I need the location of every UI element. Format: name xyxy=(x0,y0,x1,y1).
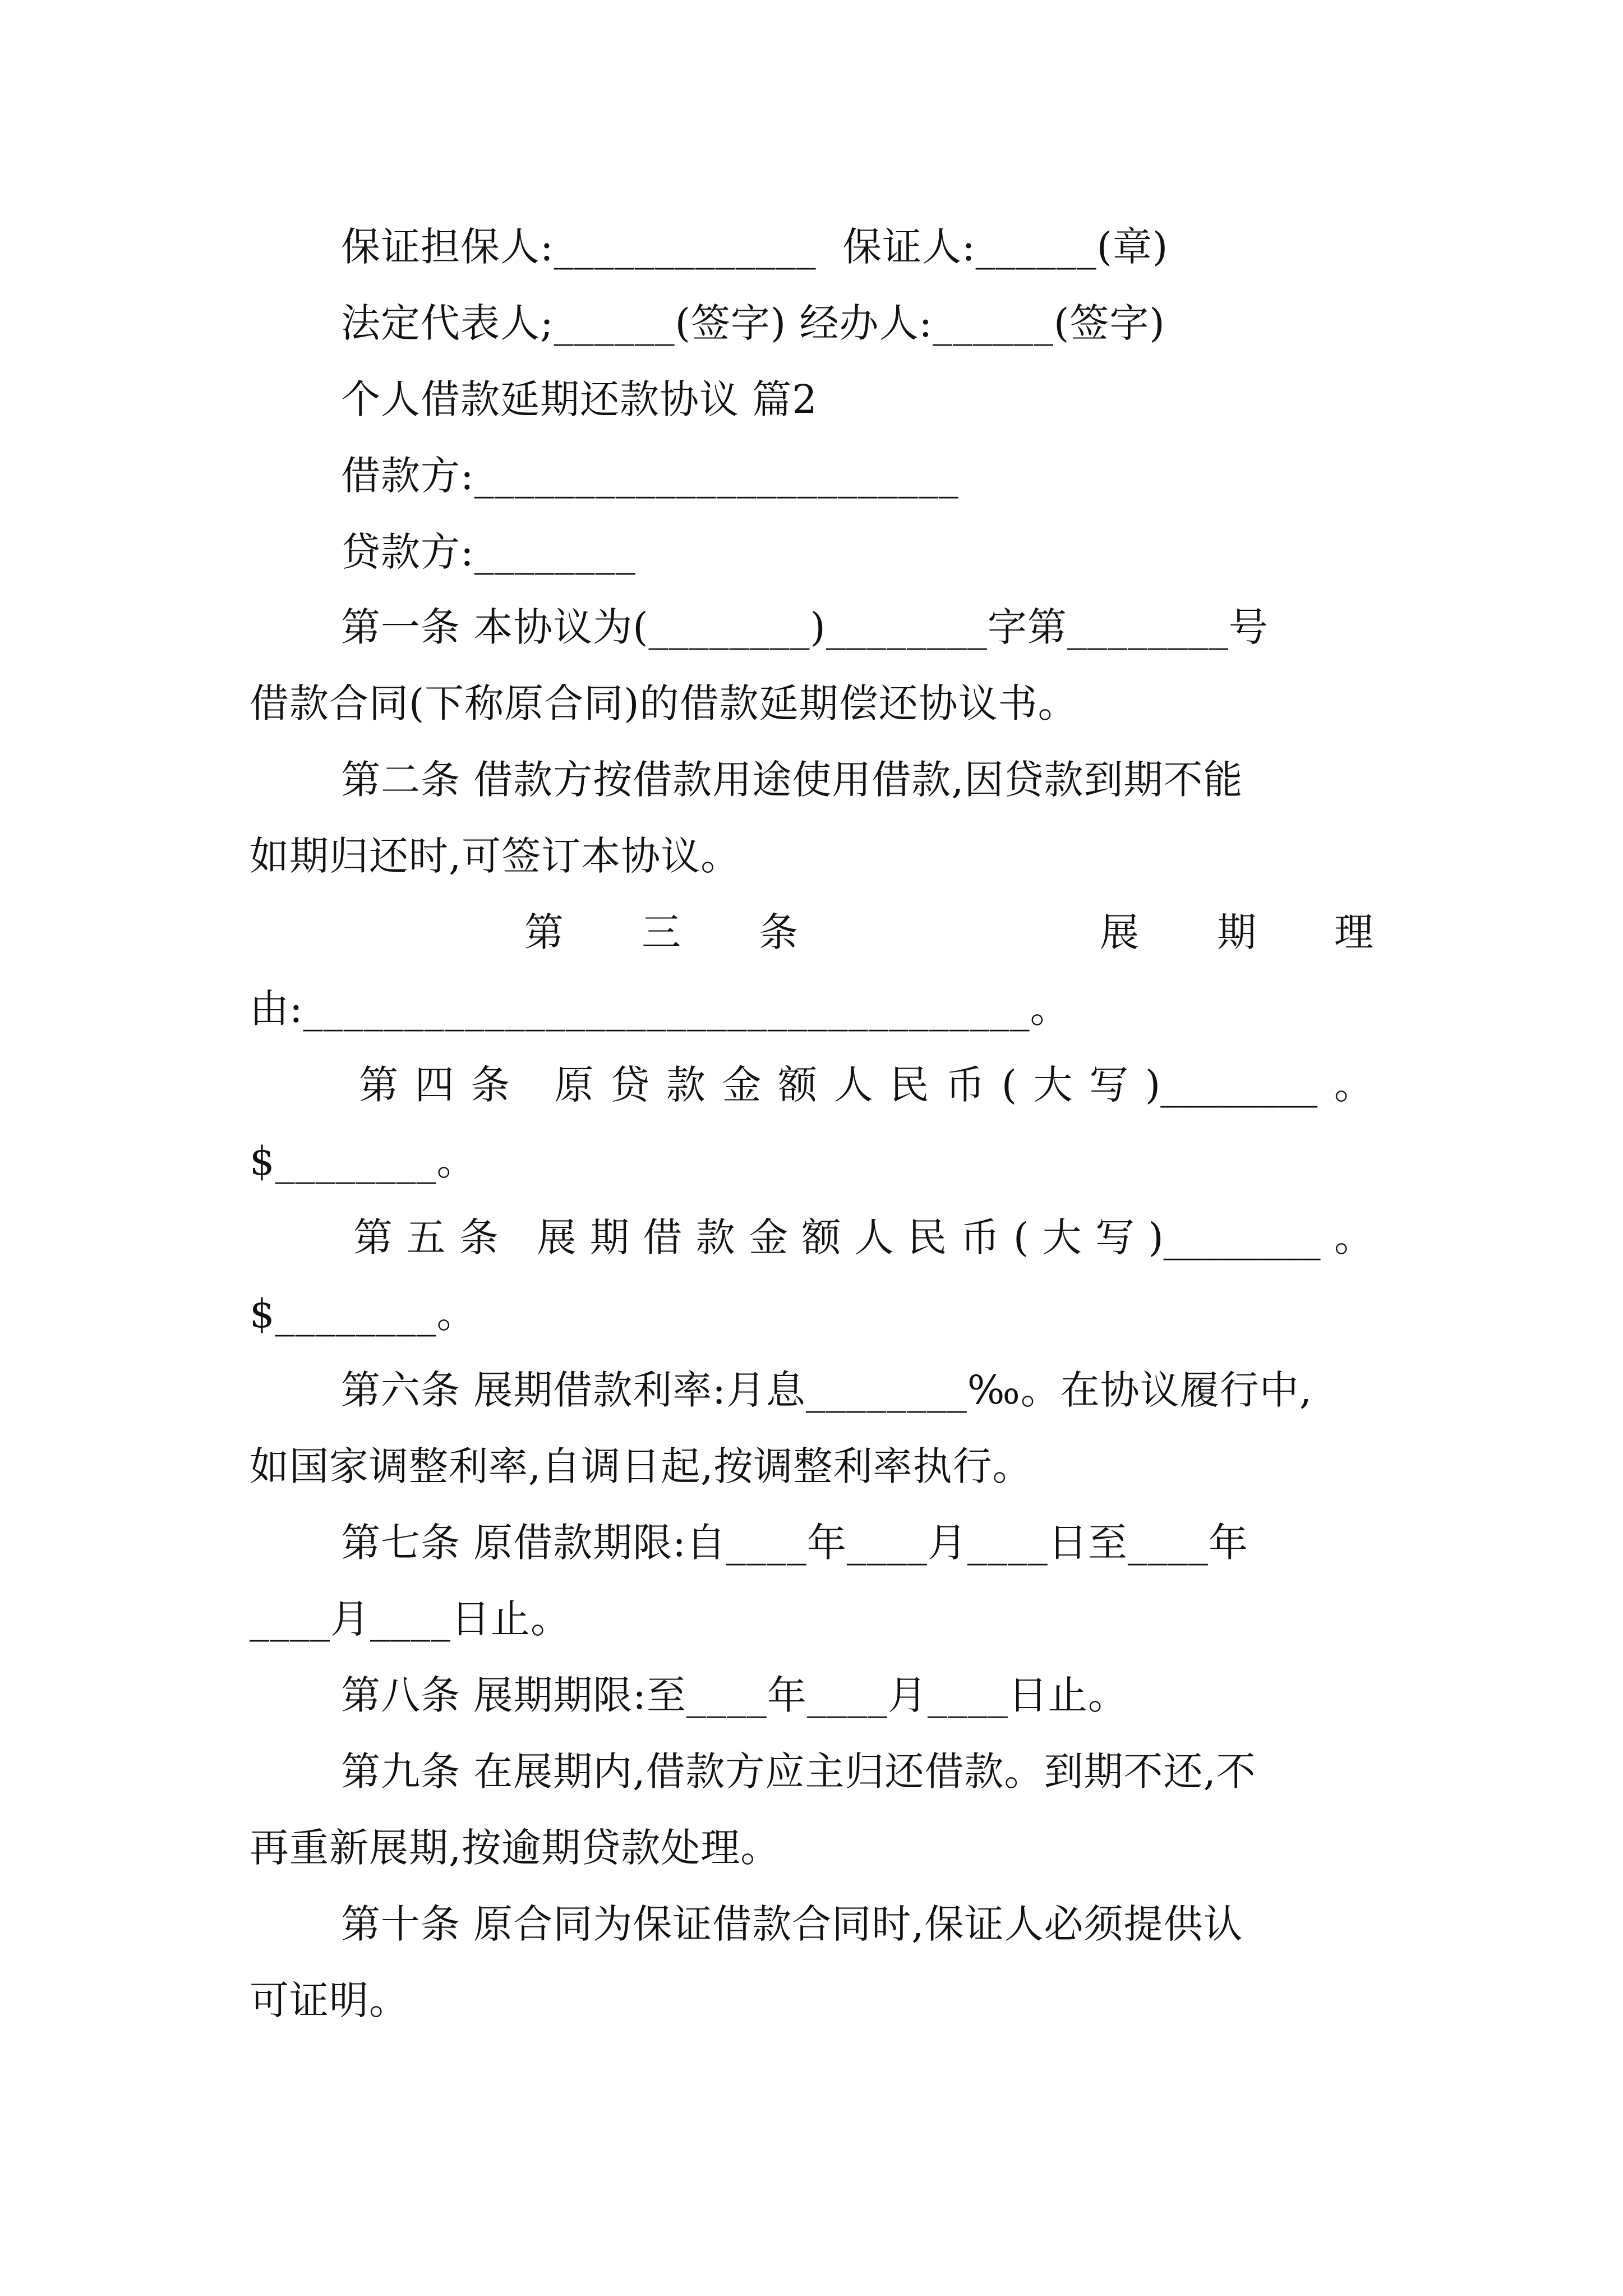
gap xyxy=(527,1057,538,1113)
article-8-line: 第八条 展期期限:至____年____月____日止。 xyxy=(341,1672,1128,1718)
justified-char: )________ xyxy=(1148,1214,1321,1260)
justified-char: 币 xyxy=(946,1062,985,1108)
justified-char: 大 xyxy=(1042,1214,1082,1260)
justified-char: 民 xyxy=(907,1214,947,1260)
justified-char: 期 xyxy=(1217,909,1256,955)
justified-char: 款 xyxy=(666,1062,706,1108)
justified-char: 金 xyxy=(722,1062,762,1108)
article-4-line-2: $________。 xyxy=(250,1138,477,1184)
gap xyxy=(876,904,1022,960)
justified-char: 展 xyxy=(1100,909,1139,955)
article-9-line-1: 第九条 在展期内,借款方应主归还借款。到期不还,不 xyxy=(341,1749,1256,1795)
article-7-line-2: ____月____日止。 xyxy=(250,1596,570,1642)
justified-char: 币 xyxy=(960,1214,1000,1260)
article-10-line-1: 第十条 原合同为保证借款合同时,保证人必须提供认 xyxy=(341,1901,1243,1947)
guarantor-signature-line: 保证担保人:_____________ 保证人:______(章) xyxy=(341,224,1169,270)
article-5-line-1 xyxy=(353,1209,1373,1266)
justified-char: 第 xyxy=(359,1062,398,1108)
justified-char: 原 xyxy=(554,1062,594,1108)
justified-char: 贷 xyxy=(610,1062,650,1108)
gap xyxy=(512,1209,523,1266)
justified-char: 三 xyxy=(642,909,681,955)
justified-char: 写 xyxy=(1089,1062,1129,1108)
justified-char: 理 xyxy=(1334,909,1373,955)
article-3-line-1 xyxy=(524,904,1373,960)
justified-char: 额 xyxy=(801,1214,841,1260)
justified-char: 条 xyxy=(471,1062,510,1108)
justified-char: 。 xyxy=(1334,1214,1373,1260)
justified-char: 第 xyxy=(353,1214,393,1260)
article-4-line-1 xyxy=(359,1057,1373,1113)
article-6-line-2: 如国家调整利率,自调日起,按调整利率执行。 xyxy=(250,1443,1032,1489)
justified-char: 四 xyxy=(414,1062,454,1108)
article-10-line-2: 可证明。 xyxy=(250,1977,409,2023)
justified-char: 。 xyxy=(1334,1062,1373,1108)
justified-char: 人 xyxy=(854,1214,894,1260)
justified-char: 期 xyxy=(589,1214,629,1260)
justified-char: )________ xyxy=(1145,1062,1318,1108)
borrower-line: 借款方:________________________ xyxy=(341,453,959,499)
justified-char: 五 xyxy=(406,1214,446,1260)
justified-char: 大 xyxy=(1033,1062,1073,1108)
section-title: 个人借款延期还款协议 篇2 xyxy=(341,376,818,422)
justified-char: 借 xyxy=(643,1214,683,1260)
article-3-line-2: 由:____________________________________。 xyxy=(250,986,1070,1032)
justified-char: 第 xyxy=(524,909,564,955)
justified-char: 款 xyxy=(695,1214,735,1260)
justified-char: 人 xyxy=(833,1062,873,1108)
justified-char: 额 xyxy=(778,1062,818,1108)
article-5-line-2: $________。 xyxy=(250,1291,477,1337)
justified-char: ( xyxy=(1013,1214,1029,1260)
article-7-line-1: 第七条 原借款期限:自____年____月____日至____年 xyxy=(341,1520,1248,1566)
article-1-line-1: 第一条 本协议为(________)________字第________号 xyxy=(341,604,1269,650)
article-2-line-2: 如期归还时,可签订本协议。 xyxy=(250,833,741,879)
legal-representative-line: 法定代表人;______(签字) 经办人:______(签字) xyxy=(341,300,1165,346)
article-2-line-1: 第二条 借款方按借款用途使用借款,因贷款到期不能 xyxy=(341,757,1243,803)
justified-char: 条 xyxy=(459,1214,499,1260)
justified-char: 金 xyxy=(749,1214,788,1260)
justified-char: ( xyxy=(1001,1062,1017,1108)
justified-char: 民 xyxy=(889,1062,929,1108)
justified-char: 条 xyxy=(759,909,798,955)
lender-line: 贷款方:________ xyxy=(341,529,636,575)
justified-char: 写 xyxy=(1095,1214,1135,1260)
justified-char: 展 xyxy=(537,1214,577,1260)
article-9-line-2: 再重新展期,按逾期贷款处理。 xyxy=(250,1825,781,1871)
article-6-line-1: 第六条 展期借款利率:月息________‰。在协议履行中, xyxy=(341,1367,1313,1413)
article-1-line-2: 借款合同(下称原合同)的借款延期偿还协议书。 xyxy=(250,680,1078,726)
